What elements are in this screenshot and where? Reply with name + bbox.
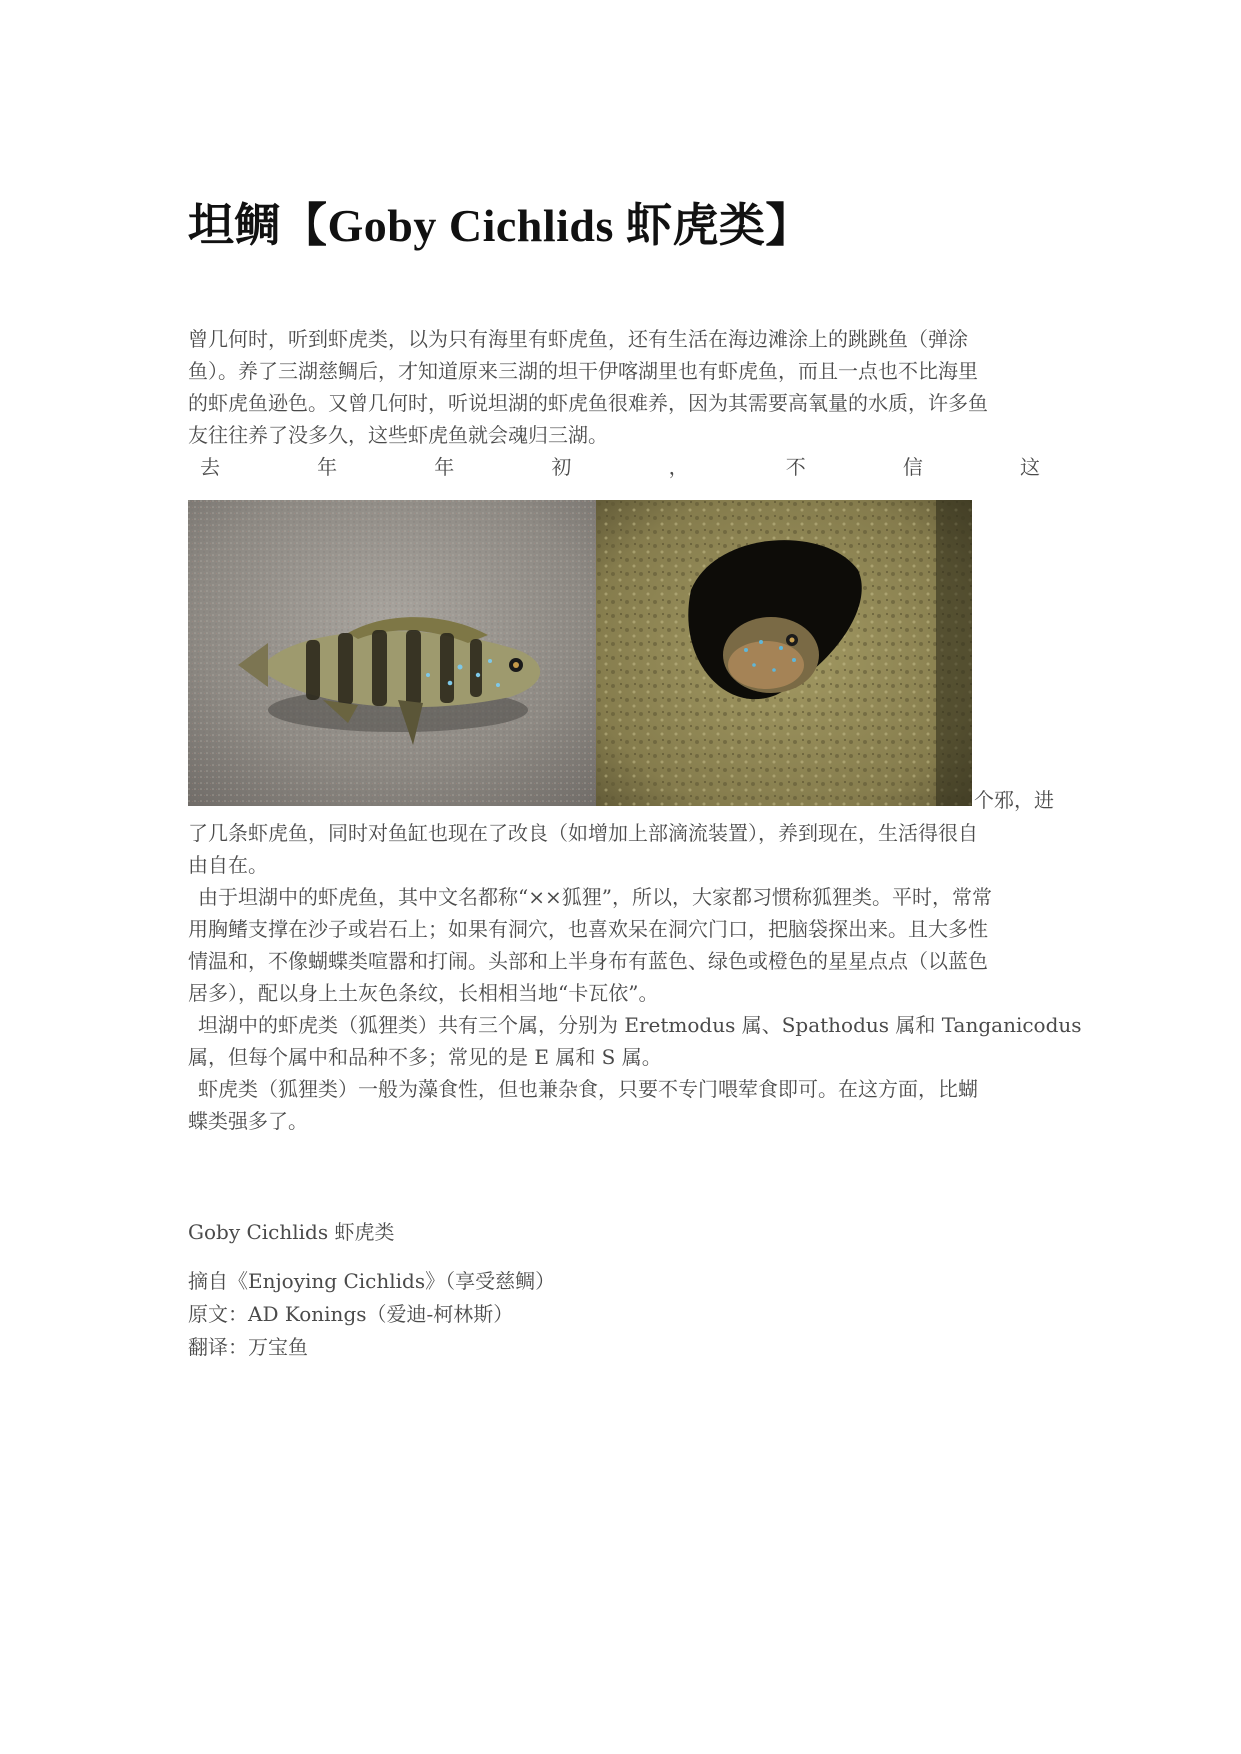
text-line: 了几条虾虎鱼，同时对鱼缸也现在了改良（如增加上部滴流装置），养到现在，生活得很自 [188, 821, 978, 845]
char: 这 [1019, 455, 1040, 479]
text-line: 的虾虎鱼逊色。又曾几何时，听说坦湖的虾虎鱼很难养，因为其需要高氧量的水质，许多鱼 [188, 391, 988, 415]
intro-paragraph [188, 323, 1054, 483]
footer-original-author: 原文：AD Konings（爱迪-柯林斯） [188, 1302, 514, 1326]
page-title: 坦鲷【Goby Cichlids 虾虎类】 [188, 200, 812, 251]
text-line: 友往往养了没多久，这些虾虎鱼就会魂归三湖。 [188, 423, 608, 447]
text-line: 虾虎类（狐狸类）一般为藻食性，但也兼杂食，只要不专门喂荤食即可。在这方面，比蝴 [198, 1077, 978, 1101]
text-line: 曾几何时，听到虾虎类，以为只有海里有虾虎鱼，还有生活在海边滩涂上的跳跳鱼（弹涂 [188, 327, 968, 351]
char: 初 [551, 455, 572, 479]
char: 信 [902, 455, 923, 479]
text-line: 蝶类强多了。 [188, 1109, 308, 1133]
goby-in-cave-photo [596, 500, 972, 806]
justified-line [188, 451, 1054, 483]
footer-source: 摘自《Enjoying Cichlids》（享受慈鲷） [188, 1269, 556, 1293]
text-line: 用胸鳍支撑在沙子或岩石上；如果有洞穴，也喜欢呆在洞穴门口，把脑袋探出来。且大多性 [188, 917, 988, 941]
text-line: 属，但每个属中和品种不多；常见的是 E 属和 S 属。 [188, 1045, 662, 1069]
char: 年 [434, 455, 455, 479]
text-line: 鱼）。养了三湖慈鲷后，才知道原来三湖的坦干伊喀湖里也有虾虎鱼，而且一点也不比海里 [188, 359, 978, 383]
footer-translator: 翻译：万宝鱼 [188, 1335, 308, 1359]
char: 年 [317, 455, 338, 479]
text-line: 居多），配以身上土灰色条纹，长相相当地“卡瓦依”。 [188, 981, 659, 1005]
main-body [188, 817, 1082, 1137]
char: 去 [200, 455, 220, 479]
text-line: 由于坦湖中的虾虎鱼，其中文名都称“××狐狸”，所以，大家都习惯称狐狸类。平时，常常 [198, 885, 992, 909]
text-line: 由自在。 [188, 853, 268, 877]
footer-subject: Goby Cichlids 虾虎类 [188, 1220, 395, 1244]
char: ， [668, 455, 689, 479]
text-line: 情温和，不像蝴蝶类喧嚣和打闹。头部和上半身布有蓝色、绿色或橙色的星星点点（以蓝色 [188, 949, 988, 973]
goby-on-sand-photo [188, 500, 596, 806]
text-line: 坦湖中的虾虎类（狐狸类）共有三个属，分别为 Eretmodus 属、Spathodus 属和 Tanganicodus [198, 1013, 1082, 1037]
inline-continuation-text: 个邪，进 [974, 788, 1054, 812]
char: 不 [785, 455, 806, 479]
